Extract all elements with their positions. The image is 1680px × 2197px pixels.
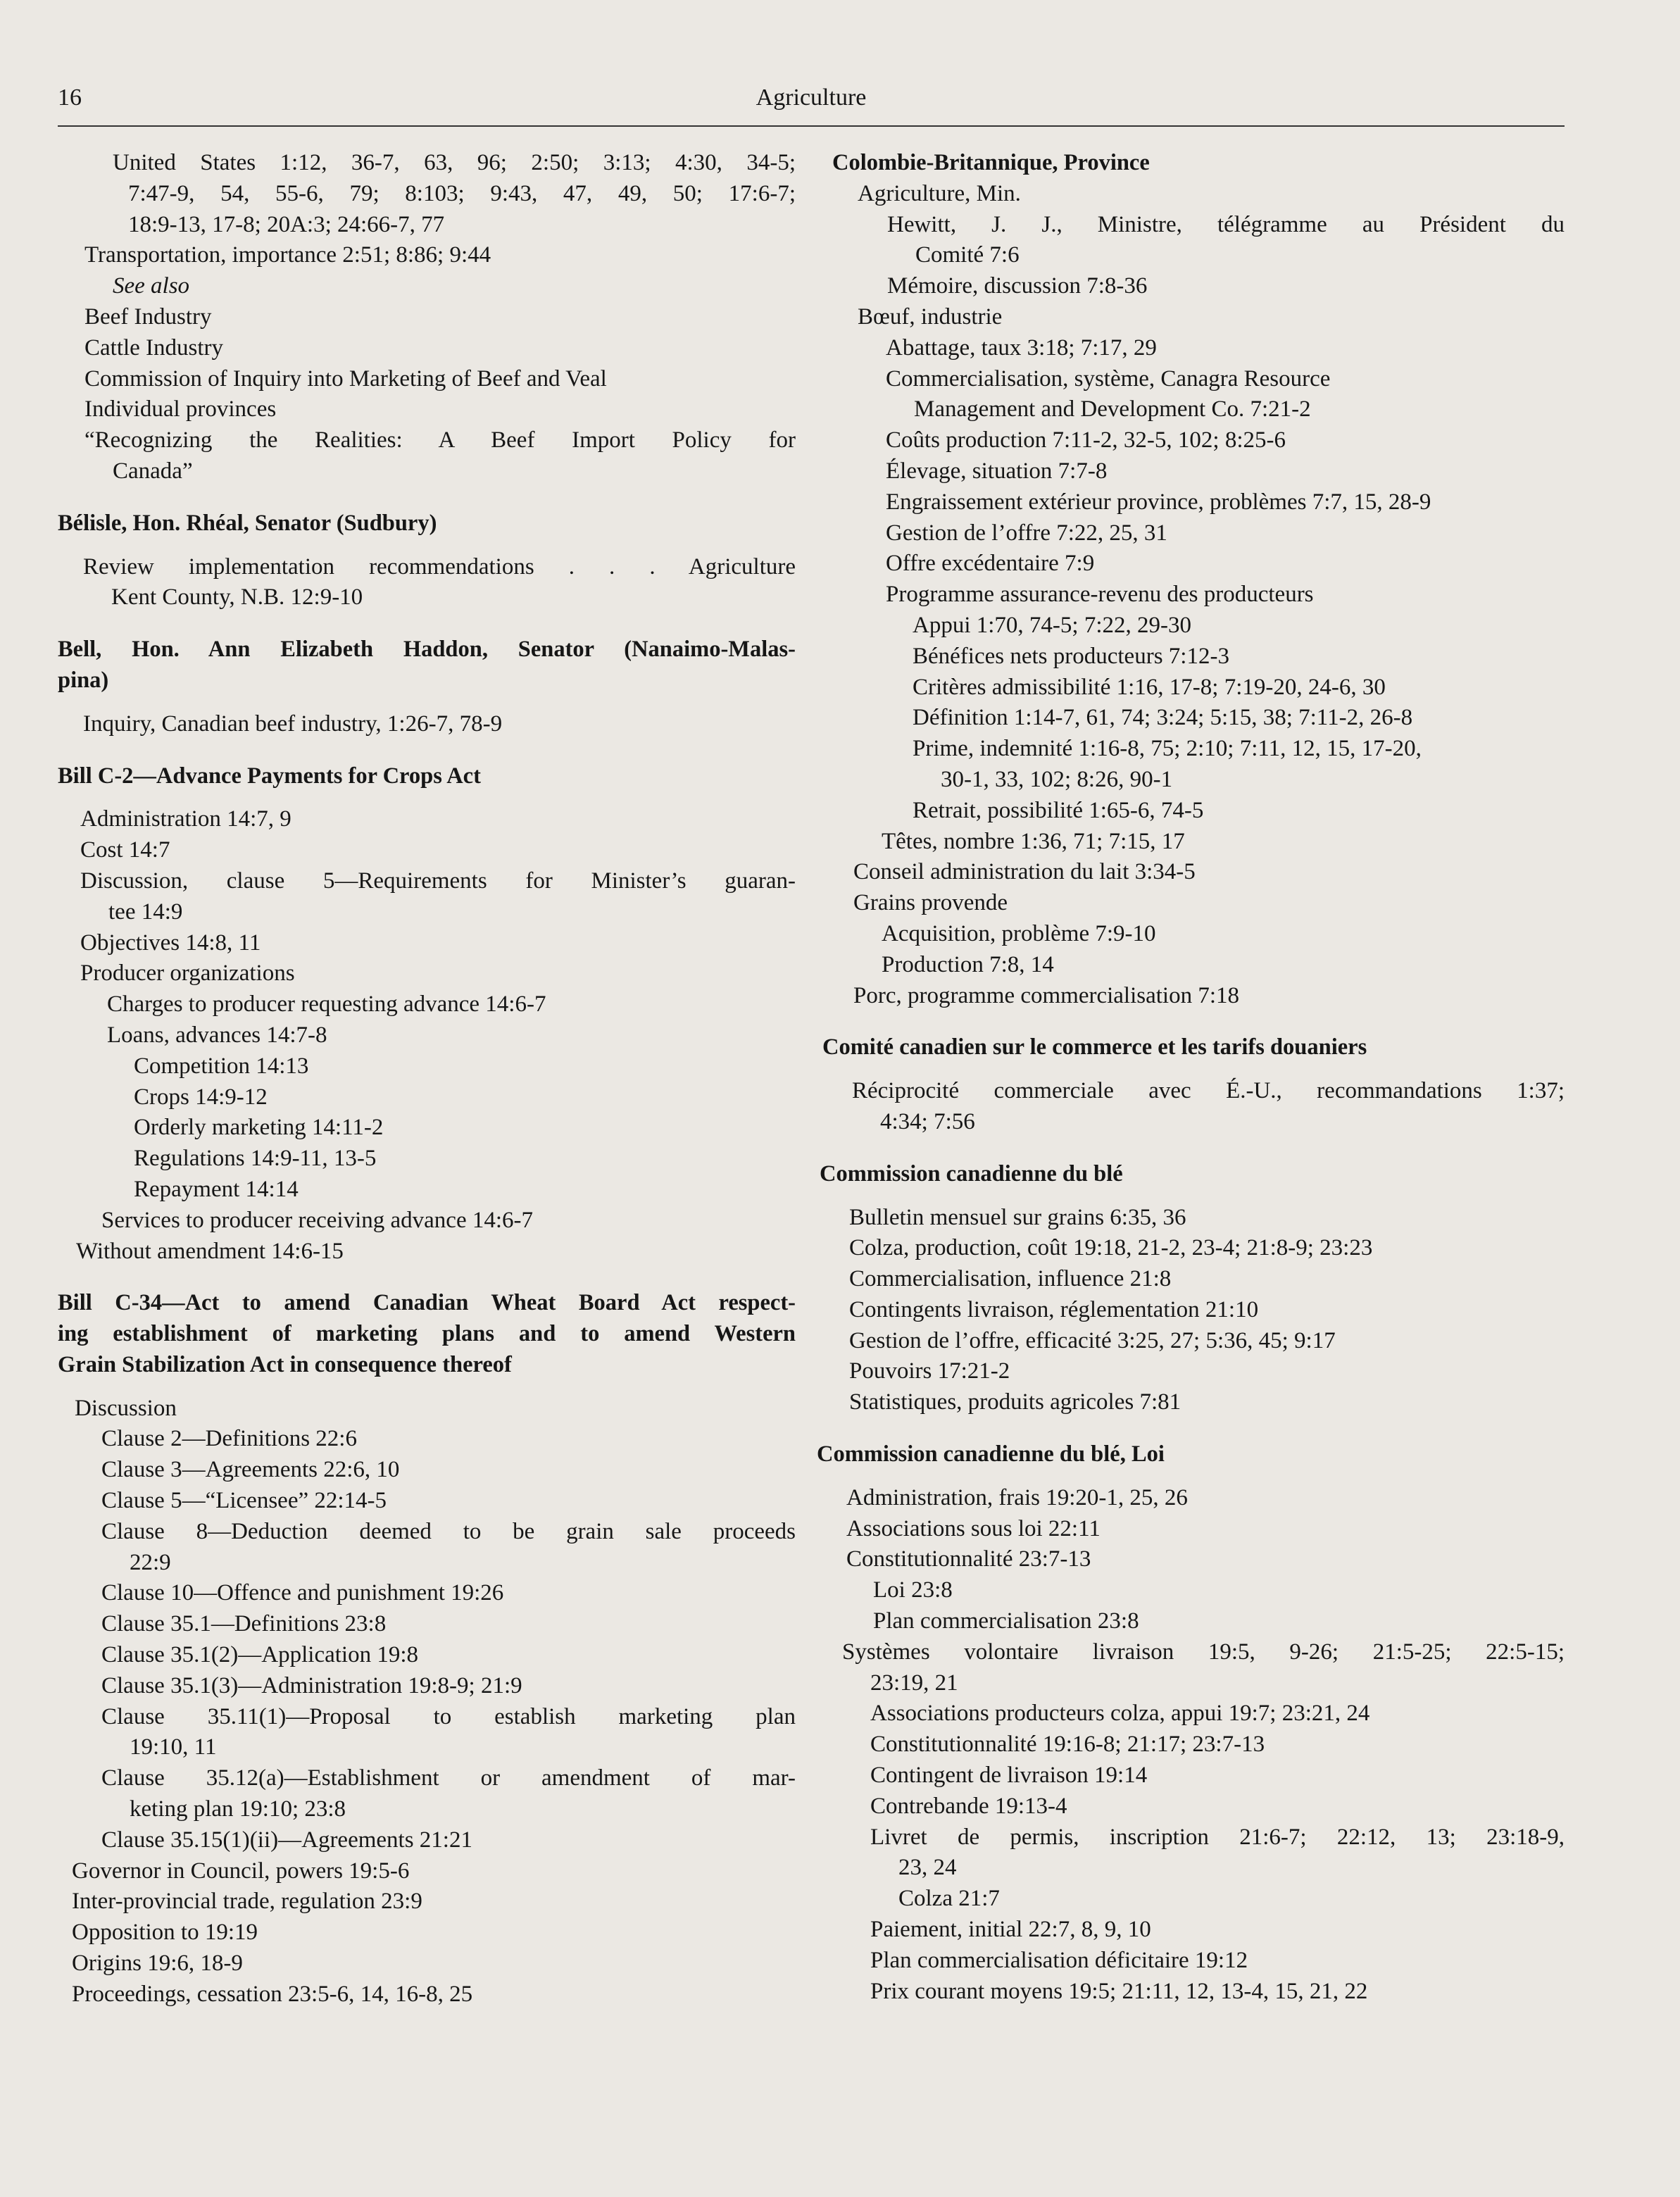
index-heading: Commission canadienne du blé: [820, 1160, 1123, 1187]
index-entry: Définition 1:14-7, 61, 74; 3:24; 5:15, 38; 7:11-2, 26-8: [913, 705, 1413, 731]
index-entry: Contingents livraison, réglementation 21:10: [849, 1296, 1259, 1322]
index-entry: 23, 24: [898, 1855, 957, 1881]
entry-spacer: [58, 1267, 796, 1288]
left-column: [58, 148, 796, 2010]
right-column: [817, 148, 1565, 2007]
index-entry: 23:19, 21: [870, 1670, 958, 1696]
index-entry: Clause 8—Deduction deemed to be grain sale proceeds: [101, 1518, 796, 1544]
index-entry: Canada”: [113, 458, 193, 484]
running-head: Agriculture: [756, 84, 867, 111]
index-entry: 18:9-13, 17-8; 20A:3; 24:66-7, 77: [128, 211, 445, 237]
index-entry: Prix courant moyens 19:5; 21:11, 12, 13-4, 15, 21, 22: [870, 1978, 1368, 2004]
index-heading: Grain Stabilization Act in consequence thereof: [58, 1351, 512, 1377]
index-entry: Crops 14:9-12: [134, 1084, 268, 1110]
index-entry: Paiement, initial 22:7, 8, 9, 10: [870, 1917, 1151, 1943]
index-entry: Kent County, N.B. 12:9-10: [111, 584, 363, 611]
index-entry: Discussion: [75, 1395, 177, 1421]
index-entry: Without amendment 14:6-15: [76, 1238, 344, 1264]
index-entry: Têtes, nombre 1:36, 71; 7:15, 17: [882, 828, 1185, 854]
index-entry: Cattle Industry: [84, 334, 224, 361]
index-entry: Administration 14:7, 9: [80, 806, 292, 832]
entry-spacer: [58, 740, 796, 761]
index-entry: Clause 35.1(3)—Administration 19:8-9; 21:9: [101, 1672, 522, 1698]
index-entry: Constitutionnalité 23:7-13: [846, 1546, 1091, 1572]
index-entry: Production 7:8, 14: [882, 951, 1054, 977]
page-number: 16: [58, 84, 82, 111]
page-header: [58, 79, 1565, 127]
index-entry: Loans, advances 14:7-8: [107, 1022, 327, 1048]
index-entry: Commercialisation, système, Canagra Resource: [886, 365, 1331, 392]
index-entry: See also: [113, 273, 190, 299]
index-entry: Individual provinces: [84, 396, 277, 423]
index-entry: Associations sous loi 22:11: [846, 1515, 1101, 1541]
index-entry: Livret de permis, inscription 21:6-7; 22:12, 13; 23:18-9,: [870, 1824, 1565, 1850]
index-entry: Porc, programme commercialisation 7:18: [853, 982, 1240, 1008]
index-entry: Management and Development Co. 7:21-2: [914, 396, 1311, 423]
index-entry: Bulletin mensuel sur grains 6:35, 36: [849, 1204, 1186, 1230]
heading-spacer: [58, 791, 796, 804]
index-heading: Comité canadien sur le commerce et les tarifs douaniers: [822, 1034, 1367, 1060]
heading-spacer: [817, 1063, 1565, 1076]
index-entry: Élevage, situation 7:7-8: [886, 458, 1108, 484]
index-entry: Clause 35.1—Definitions 23:8: [101, 1611, 387, 1637]
index-entry: Clause 35.1(2)—Application 19:8: [101, 1642, 419, 1668]
index-heading: ing establishment of marketing plans and to amend Western: [58, 1321, 796, 1347]
index-entry: Coûts production 7:11-2, 32-5, 102; 8:25-6: [886, 427, 1286, 453]
index-entry: Bénéfices nets producteurs 7:12-3: [913, 643, 1229, 669]
index-entry: Colza, production, coût 19:18, 21-2, 23-4; 21:8-9; 23:23: [849, 1235, 1373, 1261]
index-entry: Conseil administration du lait 3:34-5: [853, 859, 1196, 885]
index-entry: Associations producteurs colza, appui 19:7; 23:21, 24: [870, 1701, 1370, 1727]
index-entry: Opposition to 19:19: [72, 1920, 258, 1946]
index-entry: Statistiques, produits agricoles 7:81: [849, 1389, 1181, 1415]
entry-spacer: [817, 1418, 1565, 1439]
index-entry: Engraissement extérieur province, problèmes 7:7, 15, 28-9: [886, 489, 1431, 515]
index-entry: Colza 21:7: [898, 1886, 1000, 1912]
index-entry: Réciprocité commerciale avec É.-U., recommandations 1:37;: [852, 1078, 1565, 1104]
entry-spacer: [817, 1011, 1565, 1032]
index-entry: Orderly marketing 14:11-2: [134, 1115, 384, 1141]
index-entry: Inter-provincial trade, regulation 23:9: [72, 1889, 422, 1915]
index-entry: Contingent de livraison 19:14: [870, 1763, 1148, 1789]
index-entry: Gestion de l’offre, efficacité 3:25, 27; 5:36, 45; 9:17: [849, 1327, 1336, 1353]
index-heading: pina): [58, 667, 109, 693]
heading-spacer: [58, 696, 796, 709]
index-entry: Acquisition, problème 7:9-10: [882, 920, 1156, 946]
index-entry: Clause 3—Agreements 22:6, 10: [101, 1457, 400, 1483]
index-entry: Hewitt, J. J., Ministre, télégramme au Président du: [887, 211, 1565, 237]
index-entry: Clause 35.15(1)(ii)—Agreements 21:21: [101, 1827, 472, 1853]
index-entry: Repayment 14:14: [134, 1176, 299, 1202]
heading-spacer: [817, 1470, 1565, 1483]
index-entry: Beef Industry: [84, 303, 212, 330]
index-entry: Clause 35.11(1)—Proposal to establish marketing plan: [101, 1703, 796, 1729]
index-entry: 19:10, 11: [130, 1734, 217, 1760]
index-entry: Services to producer receiving advance 14:6-7: [101, 1207, 533, 1233]
heading-spacer: [58, 1381, 796, 1394]
index-entry: Programme assurance-revenu des producteurs: [886, 582, 1314, 608]
index-entry: Competition 14:13: [134, 1053, 309, 1079]
index-entry: Inquiry, Canadian beef industry, 1:26-7, 78-9: [83, 711, 503, 737]
index-entry: Plan commercialisation 23:8: [873, 1608, 1139, 1634]
index-entry: Gestion de l’offre 7:22, 25, 31: [886, 520, 1167, 546]
heading-spacer: [817, 1190, 1565, 1203]
index-entry: 30-1, 33, 102; 8:26, 90-1: [941, 766, 1173, 792]
index-entry: Discussion, clause 5—Requirements for Minister’s guaran-: [80, 868, 796, 894]
index-entry: Clause 2—Definitions 22:6: [101, 1426, 357, 1452]
index-heading: Bélisle, Hon. Rhéal, Senator (Sudbury): [58, 510, 437, 536]
index-entry: Comité 7:6: [915, 242, 1020, 268]
index-entry: tee 14:9: [108, 899, 183, 925]
index-entry: keting plan 19:10; 23:8: [130, 1796, 346, 1822]
index-entry: 4:34; 7:56: [880, 1108, 975, 1134]
index-heading: Colombie-Britannique, Province: [832, 150, 1150, 175]
index-entry: Retrait, possibilité 1:65-6, 74-5: [913, 797, 1204, 823]
index-heading: Bill C-34—Act to amend Canadian Wheat Board Act respect-: [58, 1290, 796, 1316]
index-entry: Objectives 14:8, 11: [80, 930, 261, 956]
index-entry: United States 1:12, 36-7, 63, 96; 2:50; 3:13; 4:30, 34-5;: [113, 150, 796, 175]
heading-spacer: [58, 539, 796, 552]
index-entry: Plan commercialisation déficitaire 19:12: [870, 1947, 1248, 1973]
index-entry: Clause 35.12(a)—Establishment or amendment of mar-: [101, 1765, 796, 1791]
index-heading: Bill C-2—Advance Payments for Crops Act: [58, 763, 481, 789]
entry-spacer: [58, 613, 796, 634]
index-entry: Origins 19:6, 18-9: [72, 1951, 243, 1977]
index-entry: 7:47-9, 54, 55-6, 79; 8:103; 9:43, 47, 49, 50; 17:6-7;: [128, 180, 796, 206]
index-entry: Grains provende: [853, 890, 1008, 916]
index-entry: Mémoire, discussion 7:8-36: [887, 273, 1148, 299]
index-entry: Cost 14:7: [80, 837, 170, 863]
index-entry: Systèmes volontaire livraison 19:5, 9-26; 21:5-25; 22:5-15;: [842, 1639, 1565, 1665]
index-entry: Proceedings, cessation 23:5-6, 14, 16-8, 25: [72, 1981, 473, 2007]
index-heading: Bell, Hon. Ann Elizabeth Haddon, Senator (Nanaimo-Malas-: [58, 637, 796, 663]
index-entry: Producer organizations: [80, 960, 295, 987]
index-entry: Contrebande 19:13-4: [870, 1793, 1067, 1819]
index-entry: Charges to producer requesting advance 14:6-7: [107, 991, 546, 1018]
index-entry: Prime, indemnité 1:16-8, 75; 2:10; 7:11, 12, 15, 17-20,: [913, 736, 1422, 762]
entry-spacer: [58, 487, 796, 508]
index-entry: Agriculture, Min.: [858, 180, 1021, 206]
index-entry: “Recognizing the Realities: A Beef Import Policy for: [84, 427, 796, 453]
index-entry: Critères admissibilité 1:16, 17-8; 7:19-20, 24-6, 30: [913, 674, 1386, 700]
index-heading: Commission canadienne du blé, Loi: [817, 1441, 1165, 1467]
index-entry: Clause 10—Offence and punishment 19:26: [101, 1580, 504, 1606]
index-entry: Abattage, taux 3:18; 7:17, 29: [886, 334, 1157, 361]
entry-spacer: [817, 1138, 1565, 1159]
index-entry: Constitutionnalité 19:16-8; 21:17; 23:7-13: [870, 1732, 1265, 1758]
index-entry: 22:9: [130, 1549, 171, 1575]
index-entry: Regulations 14:9-11, 13-5: [134, 1146, 377, 1172]
index-entry: Loi 23:8: [873, 1577, 953, 1603]
index-entry: Administration, frais 19:20-1, 25, 26: [846, 1484, 1188, 1510]
index-entry: Bœuf, industrie: [858, 303, 1003, 330]
index-entry: Commercialisation, influence 21:8: [849, 1266, 1172, 1292]
index-entry: Clause 5—“Licensee” 22:14-5: [101, 1488, 387, 1514]
index-entry: Commission of Inquiry into Marketing of Beef and Veal: [84, 365, 607, 392]
index-entry: Appui 1:70, 74-5; 7:22, 29-30: [913, 612, 1191, 638]
index-entry: Offre excédentaire 7:9: [886, 551, 1095, 577]
index-entry: Transportation, importance 2:51; 8:86; 9:44: [84, 242, 491, 268]
index-entry: Governor in Council, powers 19:5-6: [72, 1858, 410, 1884]
index-entry: Pouvoirs 17:21-2: [849, 1358, 1010, 1384]
index-entry: Review implementation recommendations . . . Agriculture: [83, 553, 796, 580]
